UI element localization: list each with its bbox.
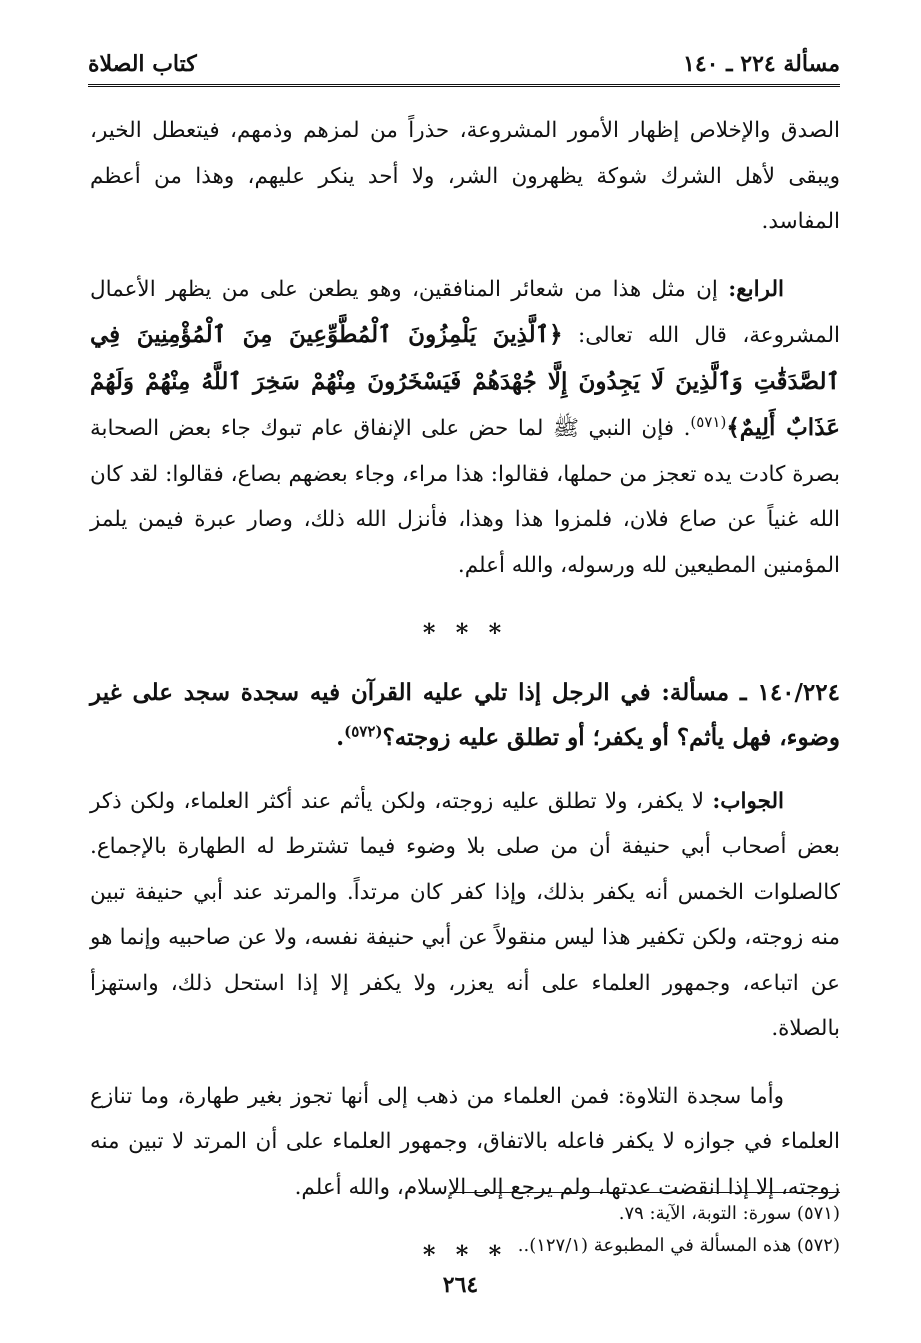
footnote-divider — [452, 1192, 840, 1193]
paragraph-4-text: وأما سجدة التلاوة: فمن العلماء من ذهب إلى أنها تجوز بغير طهارة، وما تنازع العلماء في جوازه لا يكفر فاعله بالاتفاق، وجمهور العلماء على أن المرتد لا تبين منه زوجته، إلا إذا انقضت عدتها، ولم يرجع إلى الإسلام، والله أعلم. — [90, 1083, 840, 1200]
running-header — [88, 44, 840, 84]
header-divider — [88, 84, 840, 87]
answer-lead: الجواب: — [712, 788, 784, 814]
footnotes — [90, 1198, 840, 1262]
paragraph-1-text: الصدق والإخلاص إظهار الأمور المشروعة، حذراً من لمزهم وذمهم، فيتعطل الخير، ويبقى لأهل الشرك شوكة يظهرون الشر، ولا أحد ينكر عليهم، وهذا من أعظم المفاسد. — [90, 118, 840, 234]
section-separator-2: * * * — [422, 1240, 508, 1269]
issue-question-text: ١٤٠/٢٢٤ ـ مسألة: في الرجل إذا تلي عليه القرآن فيه سجدة سجد على غير وضوء، فهل يأثم؟ أو يكفر؛ أو تطلق عليه زوجته؟ — [90, 678, 840, 751]
footnote-572: (٥٧٢) هذه المسألة في المطبوعة (١٢٧/١).. — [517, 1235, 840, 1256]
paragraph-2-lead: الرابع: — [728, 276, 784, 302]
footnote-ref-571: (٥٧١) — [690, 412, 727, 431]
paragraph-4 — [90, 1074, 840, 1211]
footnote-571: (٥٧١) سورة: التوبة، الآية: ٧٩. — [618, 1203, 840, 1224]
answer-text: لا يكفر، ولا تطلق عليه زوجته، ولكن يأثم عند أكثر العلماء، ولكن ذكر بعض أصحاب أبي حنيفة أن من صلى بلا وضوء فيما تشترط له الطهارة بالإجماع. كالصلوات الخمس أنه يكفر بذلك، وإذا كفر كان مرتداً. والمرتد عند أبي حنيفة تبين منه زوجته، ولكن تكفير هذا ليس منقولاً عن أبي حنيفة نفسه، ولا عن صاحبيه وإنما هو عن اتباعه، وجمهور العلماء على أنه يعزر، ولا يكفر إلا إذا استحل ذلك، واستهزأ بالصلاة. — [90, 788, 840, 1041]
issue-number: مسألة ٢٢٤ ـ ١٤٠ — [683, 51, 840, 77]
paragraph-2-text-b: . فإن النبي ﷺ لما حض على الإنفاق عام تبوك جاء بعض الصحابة بصرة كادت يده تعجز من حملها، فقالوا: هذا مراء، وجاء بعضهم بصاع، فقالوا: لقد كان الله غنياً عن صاع فلان، فلمزوا هذا وهذا، فأنزل الله ذلك، وصار عبرة فيمن يلمز المؤمنين المطيعين لله ورسوله، والله أعلم. — [90, 416, 840, 578]
issue-question — [90, 670, 840, 761]
quran-verse: ﴿ٱلَّذِينَ يَلْمِزُونَ ٱلْمُطَّوِّعِينَ مِنَ ٱلْمُؤْمِنِينَ فِي ٱلصَّدَقَٰتِ وَٱلَّذِينَ لَا يَجِدُونَ إِلَّا جُهْدَهُمْ فَيَسْخَرُونَ مِنْهُمْ سَخِرَ ٱللَّهُ مِنْهُمْ وَلَهُمْ عَذَابٌ أَلِيمٌ﴾ — [90, 321, 840, 441]
paragraph-2-text-a: إن مثل هذا من شعائر المنافقين، وهو يطعن على من يظهر الأعمال المشروعة، قال الله تعالى: — [90, 276, 840, 348]
footnote-ref-572: (٥٧٢) — [344, 722, 383, 741]
paragraph-1 — [90, 108, 840, 245]
page-number: ٢٦٤ — [442, 1272, 479, 1298]
main-text — [90, 108, 840, 1292]
book-title: كتاب الصلاة — [88, 51, 197, 77]
paragraph-answer — [90, 779, 840, 1052]
issue-question-end: . — [336, 724, 345, 751]
paragraph-2 — [90, 267, 840, 589]
section-separator-1: * * * — [422, 618, 508, 647]
